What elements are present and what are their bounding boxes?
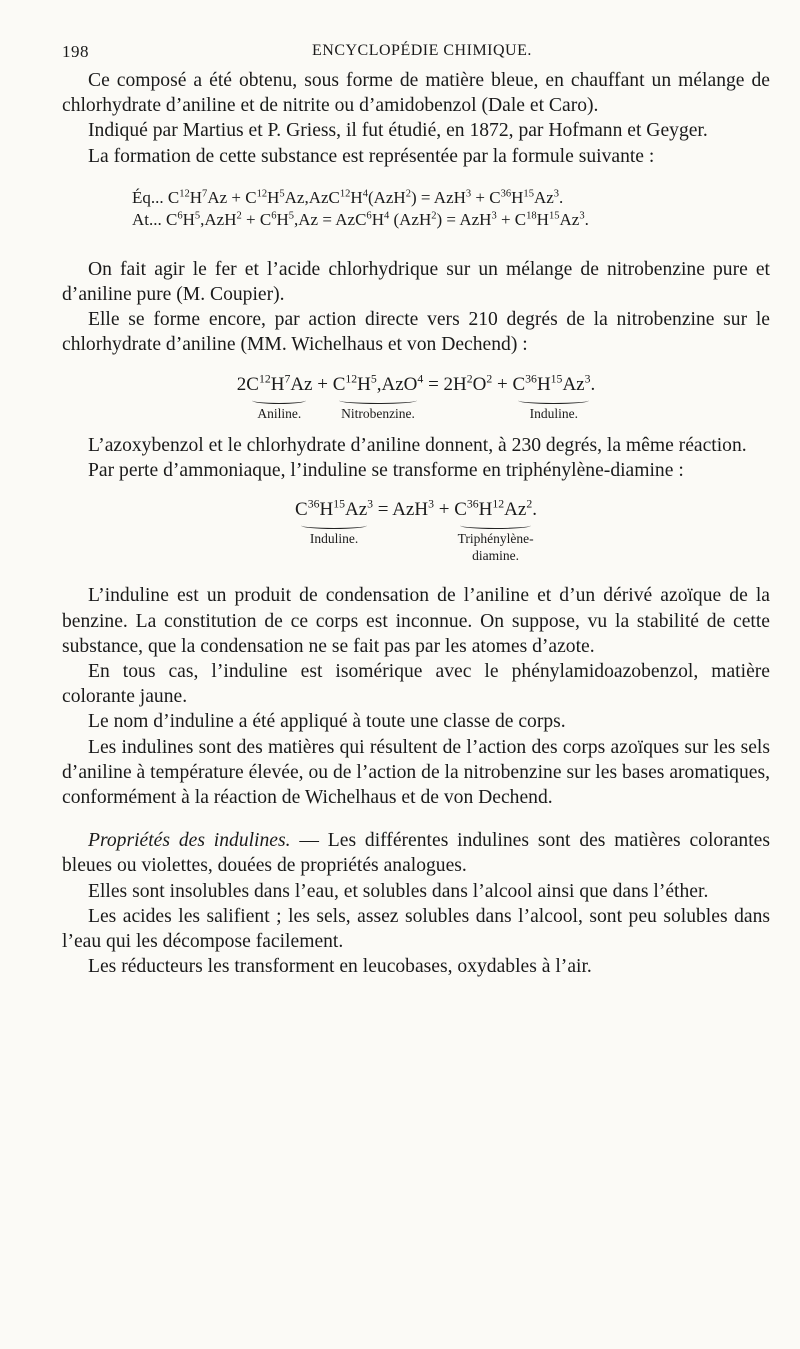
page-number: 198 [62, 42, 89, 61]
underbrace-triphenylene-diamine: $C^{36}H^{12}Az^2$. Triphénylène- diamine. [454, 497, 537, 564]
page-header [62, 42, 778, 66]
paragraph: La formation de cette substance est représentée par la formule suivante : [88, 145, 655, 167]
paragraph: Elle se forme encore, par action directe vers 210 degrés de la nitrobenzine sur le chlorhydrate d’aniline (MM. Wichelhaus et von Dechend) : [62, 309, 770, 356]
formula-triphenylene-diamine: $C^{36}H^{15}Az^3$ Induline. = $AzH^3 + C^{36}H^{12}Az^2$. Triphénylène- diamine. [295, 497, 537, 564]
formula-line-at: At... $C^6H^5,AzH^2 + C^6H^5,Az = AzC^6H^4$ $(AzH^2) = AzH^3 + C^{18}H^{15}Az^3$. [132, 209, 589, 229]
section-heading: Propriétés des indulines. [88, 830, 291, 852]
formula-prefix: At... [132, 209, 166, 229]
formula-label: Triphénylène- [457, 531, 534, 547]
running-title: ENCYCLOPÉDIE CHIMIQUE. [312, 42, 532, 59]
paragraph: Les acides les salifient ; les sels, assez solubles dans l’alcool, sont peu solubles dans l’eau qui les décompose facilement. [62, 905, 770, 953]
paragraph: Elles sont insolubles dans l’eau, et solubles dans l’alcool ainsi que dans l’éther. [88, 880, 709, 902]
paragraph: Ce composé a été obtenu, sous forme de matière bleue, en chauffant un mélange de chlorhydrate d’aniline et de nitrite ou d’amidobenzol (Dale et Caro). [62, 70, 770, 117]
formula-label: Induline. [309, 531, 359, 547]
underbrace-induline: $C^{36}H^{15}Az^3$ Induline. [295, 497, 374, 547]
paragraph: En tous cas, l’induline est isomérique avec le phénylamidoazobenzol, matière colorante jaune. [62, 661, 770, 708]
formula-induline-formation: $2C^{12}H^7Az$ Aniline. + $C^{12}H^5,AzO^4$ Nitrobenzine. = $2H^2O^2 + C^{36}H^{15}Az^3$. Induline. [236, 372, 596, 421]
paragraph: Par perte d’ammoniaque, l’induline se transforme en triphénylène-diamine : [88, 460, 684, 482]
paragraph [62, 828, 770, 878]
paragraph: On fait agir le fer et l’acide chlorhydrique sur un mélange de nitrobenzine pure et d’aniline pure (M. Coupier). [62, 258, 770, 306]
paragraph-text: — Les différentes indulines sont des matières colorantes bleues ou violettes, douées de propriétés analogues. [62, 830, 770, 877]
formula-label: Nitrobenzine. [341, 405, 415, 421]
formula-label: Induline. [529, 405, 579, 421]
paragraph: Le nom d’induline a été appliqué à toute une classe de corps. [88, 711, 566, 733]
paragraph: Indiqué par Martius et P. Griess, il fut étudié, en 1872, par Hofmann et Geyger. [88, 120, 708, 142]
underbrace-aniline: $C^{12}H^7Az$ Aniline. [246, 372, 313, 421]
paragraph: Les réducteurs les transforment en leucobases, oxydables à l’air. [88, 956, 592, 978]
page-body [62, 68, 770, 979]
formula-equivalents-atoms [132, 187, 770, 231]
formula-label: Aniline. [257, 405, 302, 421]
paragraph: L’induline est un produit de condensation de l’aniline et d’un dérivé azoïque de la benzine. La constitution de ce corps est inconnue. On suppose, vu la stabilité de cette substance, que la condensation ne se fait pas par les atomes d’azote. [62, 585, 770, 657]
formula-label: diamine. [472, 548, 520, 564]
underbrace-induline: $C^{36}H^{15}Az^3$. Induline. [512, 372, 596, 421]
formula-line-eq: Éq... $C^{12}H^7Az + C^{12}H^5Az,AzC^{12}H^4(AzH^2) = AzH^3 + C^{36}H^{15}Az^3$. [132, 187, 564, 207]
paragraph: Les indulines sont des matières qui résultent de l’action des corps azoïques sur les sels d’aniline à température élevée, ou de l’action de la nitrobenzine sur les bases aromatiques, conformément à la réaction de Wichelhaus et de von Dechend. [62, 736, 770, 809]
paragraph: L’azoxybenzol et le chlorhydrate d’aniline donnent, à 230 degrés, la même réaction. [88, 434, 747, 456]
formula-prefix: Éq... [132, 187, 168, 207]
underbrace-nitrobenzine: $C^{12}H^5,AzO^4$ Nitrobenzine. [332, 372, 424, 421]
